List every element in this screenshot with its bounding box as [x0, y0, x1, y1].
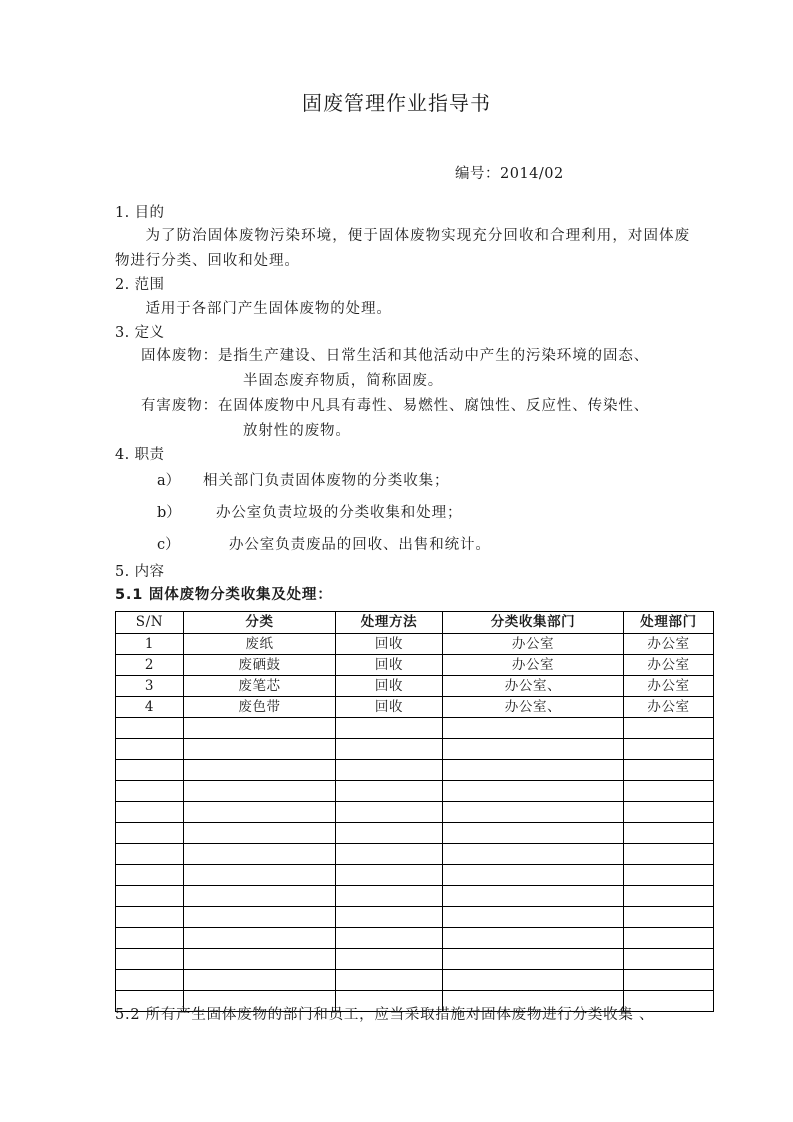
document-number: 编号：2014/02 [455, 166, 564, 182]
cell-collect-dept: 办公室 [443, 655, 624, 676]
definition-solid-waste-line-2: 半固态废弃物质，简称固废。 [243, 373, 444, 390]
responsibility-item-b [115, 498, 690, 530]
table-row-empty [116, 718, 714, 739]
cell-method-empty [336, 970, 443, 991]
cell-handle-dept-empty [624, 907, 714, 928]
cell-category-empty [184, 844, 336, 865]
cell-collect-dept-empty [443, 718, 624, 739]
cell-collect-dept-empty [443, 949, 624, 970]
table-row-empty [116, 907, 714, 928]
table-row-empty [116, 970, 714, 991]
cell-collect-dept-empty [443, 760, 624, 781]
cell-handle-dept-empty [624, 844, 714, 865]
table-row [116, 634, 714, 655]
cell-category-empty [184, 928, 336, 949]
section-2-body: 适用于各部门产生固体废物的处理。 [145, 300, 392, 317]
cell-handle-dept: 办公室 [624, 676, 714, 697]
document-body [115, 202, 690, 606]
cell-handle-dept-empty [624, 760, 714, 781]
cell-method-empty [336, 718, 443, 739]
section-5-2-text: 5.2 所有产生固体废物的部门和员工，应当采取措施对固体废物进行分类收集 、 [115, 1007, 655, 1023]
cell-category: 废色带 [184, 697, 336, 718]
table-row [116, 676, 714, 697]
page-title: 固废管理作业指导书 [302, 91, 491, 115]
cell-handle-dept: 办公室 [624, 655, 714, 676]
table-header-handle-dept: 处理部门 [624, 612, 714, 634]
table-header-method: 处理方法 [336, 612, 443, 634]
table-row-empty [116, 844, 714, 865]
cell-sn: 4 [116, 697, 184, 718]
cell-collect-dept-empty [443, 844, 624, 865]
table-row-empty [116, 802, 714, 823]
table-row-empty [116, 865, 714, 886]
cell-collect-dept-empty [443, 865, 624, 886]
cell-method-empty [336, 949, 443, 970]
table-row-empty [116, 886, 714, 907]
table-header-category: 分类 [184, 612, 336, 634]
cell-sn: 1 [116, 634, 184, 655]
responsibility-text-a: 相关部门负责固体废物的分类收集； [203, 473, 450, 490]
cell-sn-empty [116, 949, 184, 970]
cell-method-empty [336, 802, 443, 823]
table-row-empty [116, 949, 714, 970]
cell-collect-dept: 办公室、 [443, 676, 624, 697]
cell-sn-empty [116, 844, 184, 865]
cell-sn-empty [116, 760, 184, 781]
responsibility-text-c: 办公室负责废品的回收、出售和统计。 [229, 536, 491, 553]
cell-method: 回收 [336, 634, 443, 655]
cell-sn-empty [116, 970, 184, 991]
cell-method-empty [336, 739, 443, 760]
cell-method: 回收 [336, 655, 443, 676]
cell-method-empty [336, 844, 443, 865]
cell-category-empty [184, 886, 336, 907]
table-row-empty [116, 739, 714, 760]
cell-sn: 2 [116, 655, 184, 676]
cell-category-empty [184, 781, 336, 802]
cell-collect-dept-empty [443, 928, 624, 949]
section-5-1-heading: 5.1 固体废物分类收集及处理： [115, 586, 333, 603]
cell-method-empty [336, 760, 443, 781]
section-5-heading: 5. 内容 [115, 564, 165, 581]
table-row [116, 655, 714, 676]
cell-method-empty [336, 928, 443, 949]
cell-handle-dept-empty [624, 739, 714, 760]
cell-category-empty [184, 949, 336, 970]
cell-handle-dept-empty [624, 781, 714, 802]
cell-sn-empty [116, 907, 184, 928]
cell-collect-dept-empty [443, 739, 624, 760]
cell-method-empty [336, 865, 443, 886]
cell-sn-empty [116, 802, 184, 823]
cell-sn-empty [116, 718, 184, 739]
cell-handle-dept-empty [624, 886, 714, 907]
cell-method-empty [336, 823, 443, 844]
cell-category-empty [184, 802, 336, 823]
section-3-heading: 3. 定义 [115, 324, 165, 341]
table-row-empty [116, 928, 714, 949]
list-marker-c: c） [157, 536, 180, 553]
cell-category-empty [184, 823, 336, 844]
responsibility-item-c [115, 530, 690, 562]
cell-method: 回收 [336, 676, 443, 697]
table-row-empty [116, 781, 714, 802]
cell-handle-dept: 办公室 [624, 697, 714, 718]
cell-category-empty [184, 739, 336, 760]
cell-handle-dept: 办公室 [624, 634, 714, 655]
table-header-sn: S/N [116, 612, 184, 634]
cell-handle-dept-empty [624, 802, 714, 823]
section-1-body: 为了防治固体废物污染环境，便于固体废物实现充分回收和合理利用，对固体废物进行分类、回收和处理。 [115, 228, 690, 270]
table-row-empty [116, 823, 714, 844]
list-marker-a: a） [157, 473, 181, 490]
cell-collect-dept-empty [443, 970, 624, 991]
cell-handle-dept-empty [624, 970, 714, 991]
definition-hazardous-waste-line-2: 放射性的废物。 [243, 423, 351, 440]
waste-classification-table [115, 611, 714, 1012]
cell-category-empty [184, 907, 336, 928]
cell-handle-dept-empty [624, 823, 714, 844]
section-4-heading: 4. 职责 [115, 446, 165, 463]
cell-collect-dept: 办公室 [443, 634, 624, 655]
cell-category-empty [184, 865, 336, 886]
cell-handle-dept-empty [624, 949, 714, 970]
cell-handle-dept-empty [624, 718, 714, 739]
table-row [116, 697, 714, 718]
cell-handle-dept-empty [624, 865, 714, 886]
cell-sn: 3 [116, 676, 184, 697]
table-header-row [116, 612, 714, 634]
cell-method: 回收 [336, 697, 443, 718]
table-row-empty [116, 760, 714, 781]
definition-solid-waste-line-1: 固体废物：是指生产建设、日常生活和其他活动中产生的污染环境的固态、 [141, 348, 650, 365]
responsibility-text-b: 办公室负责垃圾的分类收集和处理； [216, 505, 463, 522]
section-2-heading: 2. 范围 [115, 277, 165, 294]
table-header-collect-dept: 分类收集部门 [443, 612, 624, 634]
cell-collect-dept-empty [443, 781, 624, 802]
cell-sn-empty [116, 823, 184, 844]
definition-hazardous-waste-line-1: 有害废物：在固体废物中凡具有毒性、易燃性、腐蚀性、反应性、传染性、 [141, 398, 650, 415]
list-marker-b: b） [157, 505, 181, 522]
cell-sn-empty [116, 739, 184, 760]
cell-category-empty [184, 718, 336, 739]
cell-sn-empty [116, 781, 184, 802]
cell-collect-dept-empty [443, 802, 624, 823]
responsibility-item-a [115, 466, 690, 498]
cell-handle-dept-empty [624, 928, 714, 949]
cell-category: 废笔芯 [184, 676, 336, 697]
cell-collect-dept-empty [443, 823, 624, 844]
table-body [116, 634, 714, 1012]
cell-collect-dept-empty [443, 907, 624, 928]
cell-sn-empty [116, 865, 184, 886]
cell-collect-dept: 办公室、 [443, 697, 624, 718]
cell-category: 废硒鼓 [184, 655, 336, 676]
cell-sn-empty [116, 886, 184, 907]
cell-method-empty [336, 907, 443, 928]
cell-category-empty [184, 970, 336, 991]
cell-category-empty [184, 760, 336, 781]
cell-sn-empty [116, 928, 184, 949]
cell-method-empty [336, 781, 443, 802]
cell-method-empty [336, 886, 443, 907]
section-1-heading: 1. 目的 [115, 205, 165, 221]
cell-collect-dept-empty [443, 886, 624, 907]
cell-category: 废纸 [184, 634, 336, 655]
